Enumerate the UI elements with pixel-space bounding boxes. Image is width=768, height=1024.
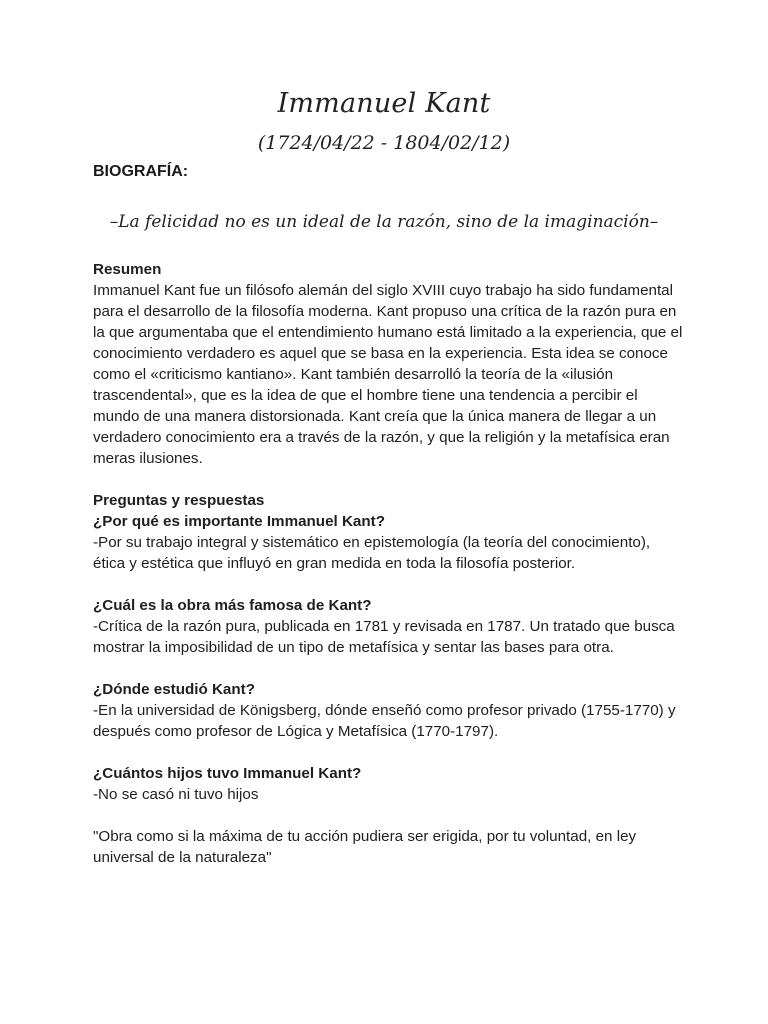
- answer-4: -No se casó ni tuvo hijos: [93, 786, 259, 803]
- spacer: [93, 658, 683, 679]
- closing-quote: "Obra como si la máxima de tu acción pudiera ser erigida, por tu voluntad, en ley universal de la naturaleza": [93, 828, 637, 866]
- spacer: [93, 469, 683, 490]
- summary-heading: Resumen: [93, 261, 162, 278]
- biography-heading: BIOGRAFÍA:: [93, 163, 189, 180]
- document-body: [93, 259, 683, 868]
- answer-3: -En la universidad de Königsberg, dónde enseñó como profesor privado (1755-1770) y después como profesor de Lógica y Metafísica (1770-1797).: [93, 702, 676, 740]
- spacer: [93, 805, 683, 826]
- life-dates: (1724/04/22 - 1804/02/12): [257, 132, 511, 154]
- spacer: [93, 574, 683, 595]
- document-title: Immanuel Kant: [277, 88, 491, 119]
- answer-1: -Por su trabajo integral y sistemático en epistemología (la teoría del conocimiento), ética y estética que influyó en gran medida en toda la filosofía posterior.: [93, 534, 651, 572]
- question-3: ¿Dónde estudió Kant?: [93, 681, 255, 698]
- question-2: ¿Cuál es la obra más famosa de Kant?: [93, 597, 372, 614]
- qa-heading: Preguntas y respuestas: [93, 492, 265, 509]
- question-1: ¿Por qué es importante Immanuel Kant?: [93, 513, 385, 530]
- summary-text: Immanuel Kant fue un filósofo alemán del siglo XVIII cuyo trabajo ha sido fundamental para el desarrollo de la filosofía moderna. Kant propuso una crítica de la razón pura en la que argumentaba que el entendimiento humano está limitado a la experiencia, que el conocimiento verdadero es aquel que se basa en la experiencia. Esta idea se conoce como el «criticismo kantiano». Kant también desarrolló la teoría de la «ilusión trascendental», que es la idea de que el hombre tiene una tendencia a percibir el mundo de una manera distorsionada. Kant creía que la única manera de llegar a un verdadero conocimiento era a través de la razón, y que la religión y la metafísica eran meras ilusiones.: [93, 282, 683, 467]
- opening-quote: –La felicidad no es un ideal de la razón, sino de la imaginación–: [109, 212, 659, 232]
- question-4: ¿Cuántos hijos tuvo Immanuel Kant?: [93, 765, 362, 782]
- answer-2: -Crítica de la razón pura, publicada en 1781 y revisada en 1787. Un tratado que busca mostrar la imposibilidad de un tipo de metafísica y sentar las bases para otra.: [93, 618, 675, 656]
- spacer: [93, 742, 683, 763]
